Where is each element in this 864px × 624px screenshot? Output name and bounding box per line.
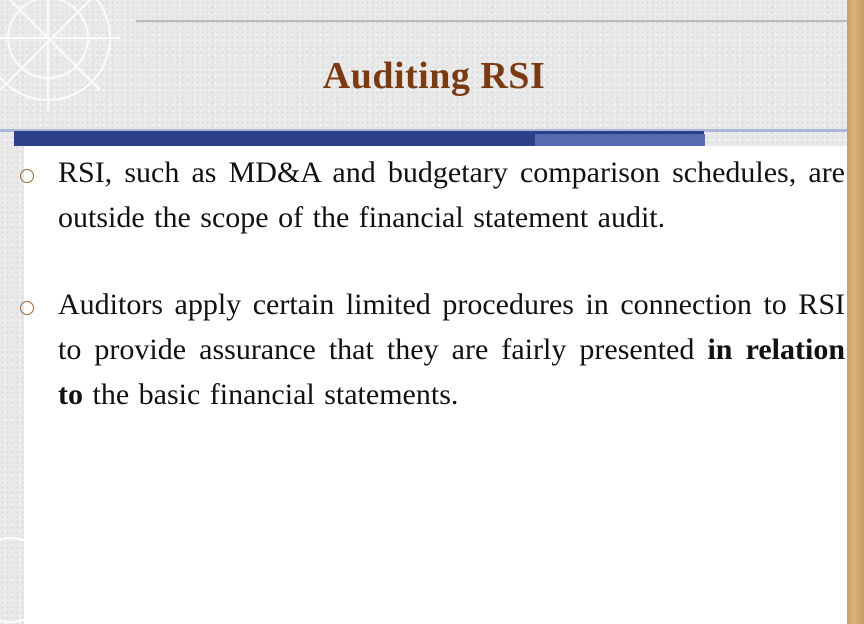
header-rule (136, 20, 847, 22)
slide-title: Auditing RSI (322, 55, 546, 97)
bullet-text (58, 288, 845, 411)
bullet-text-part: the basic financial statements. (83, 378, 459, 411)
bullet-list (20, 150, 845, 417)
bullet-text-part: Auditors apply certain limited procedures in connection to RSI to provide assurance that they are fairly presented (58, 288, 845, 366)
bullet-item (20, 282, 845, 417)
title-divider-accent (535, 134, 705, 146)
bullet-item (20, 150, 845, 240)
circle-bullet-icon (20, 301, 34, 315)
right-accent-bar (847, 0, 864, 624)
circle-watermark-icon (0, 535, 60, 624)
bullet-text: RSI, such as MD&A and budgetary comparison schedules, are outside the scope of the financial statement audit. (58, 156, 845, 234)
circle-bullet-icon (20, 169, 34, 183)
bullet-bold-phrase: in relation to (58, 333, 846, 411)
